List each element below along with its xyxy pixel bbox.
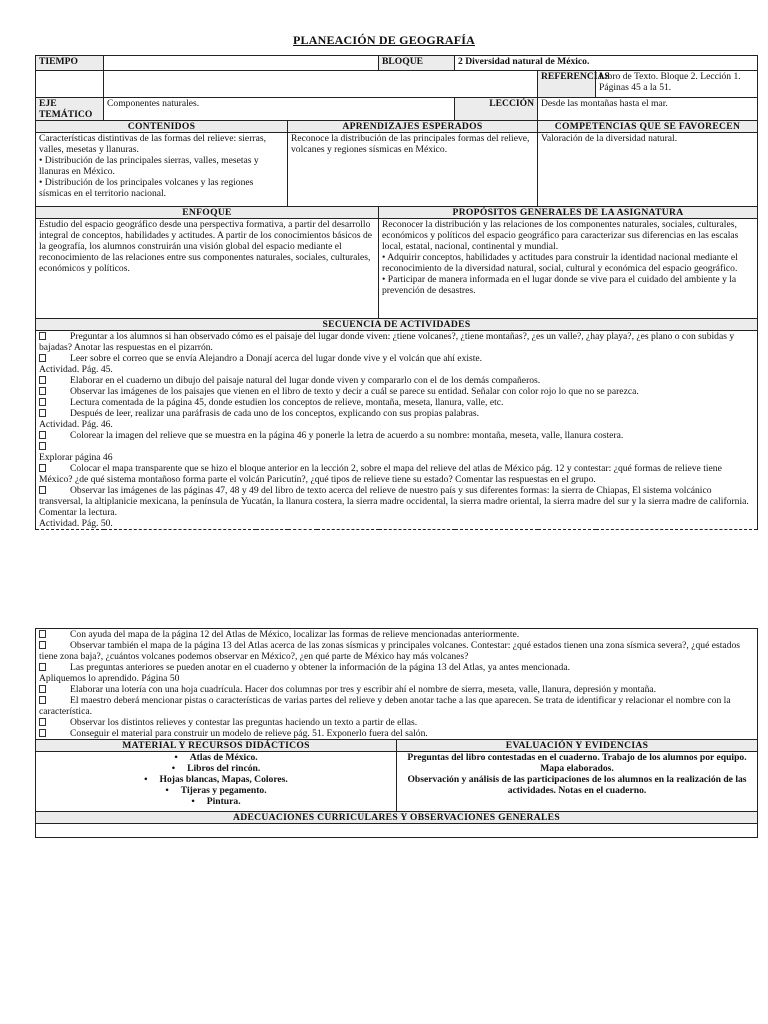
checkbox-icon [39,718,46,726]
activity-item [39,673,754,684]
activity-text: Actividad. Pág. 46. [39,419,113,430]
bullet-icon: • [165,785,181,796]
checkbox-icon [39,630,46,638]
bullet-icon: • [191,796,207,807]
checkbox-icon [39,354,46,362]
checkbox-icon [39,409,46,417]
bloque-value: 2 Diversidad natural de México. [455,56,758,71]
checkbox-icon [39,464,46,472]
blank-cell [36,71,104,98]
blank-cell [104,71,538,98]
activity-text: Las preguntas anteriores se pueden anotar en el cuaderno y obtener la información de la página 13 del Atlas, ya antes mencionada. [70,662,571,673]
activity-item [39,375,754,386]
checkbox-icon [39,663,46,671]
competencias-heading: COMPETENCIAS QUE SE FAVORECEN [538,121,758,133]
leccion-value: Desde las montañas hasta el mar. [538,98,758,121]
checkbox-icon [39,442,46,450]
checkbox-icon [39,398,46,406]
activity-text: Observar los distintos relieves y contestar las preguntas haciendo un texto a partir de ellas. [70,717,418,728]
activity-text: Con ayuda del mapa de la página 12 del Atlas de México, localizar las formas de relieve mencionadas anteriormente. [70,629,520,640]
enfoque-heading: ENFOQUE [36,207,379,219]
activity-item [39,386,754,397]
checkbox-icon [39,387,46,395]
checkbox-icon [39,486,46,494]
activity-text: Actividad. Pág. 50. [39,518,113,529]
adecuaciones-heading: ADECUACIONES CURRICULARES Y OBSERVACIONES GENERALES [36,812,758,824]
activity-item [39,463,754,485]
activity-text: Después de leer, realizar una paráfrasis de cada uno de los conceptos, explicando con sus propias palabras. [70,408,480,419]
checkbox-icon [39,685,46,693]
activity-text: Apliquemos lo aprendido. Página 50 [39,673,180,684]
proposito-line: Reconocer la distribución y las relaciones de los componentes naturales, sociales, culturales, económicos y políticos del espacio geográfico para caracterizar sus diferencias en las escalas local, estatal, nacional, continental y mundial. [382,219,739,252]
evaluacion-cell [397,752,758,812]
bullet-icon: • [144,774,160,785]
enfoque-cell: Estudio del espacio geográfico desde una perspectiva formativa, a partir del desarrollo integral de conceptos, habilidades y actitudes. A partir de los conocimientos básicos de la geografía, los alumnos construirán una visión global del espacio mediante el reconocimiento de las relaciones entre sus componentes naturales, sociales, culturales, económicos y políticos. [36,219,379,319]
activity-text: Elaborar una lotería con una hoja cuadrícula. Hacer dos columnas por tres y escribir ahí el nombre de sierra, meseta, valle, llanura, depresión y montaña. [70,684,657,695]
propositos-cell [379,219,758,319]
activity-item [39,728,754,739]
leccion-label: LECCIÓN [455,98,538,121]
activity-text: Preguntar a los alumnos si han observado cómo es el paisaje del lugar donde viven: ¿tiene volcanes?, ¿tiene montañas?, ¿es un valle?, ¿hay playa?, ¿es plano o con subidas y bajadas? Anotar las respuestas en el pizarrón. [39,331,735,353]
activity-item [39,353,754,364]
material-item: • Libros del rincón. [171,763,261,774]
planning-table-page-1 [35,55,758,530]
activity-item [39,717,754,728]
material-heading: MATERIAL Y RECURSOS DIDÁCTICOS [36,740,397,752]
competencias-cell: Valoración de la diversidad natural. [538,133,758,207]
activity-text: Observar también el mapa de la página 13 del Atlas acerca de las zonas sísmicas y principales volcanes. Contestar: ¿qué estados tienen una zona sísmica severa?, ¿qué estados tiene zona baja?, ¿cuántos volcanes podemos observar en México?, ¿en qué parte de México hay más volcanes? [39,640,740,662]
aprendizajes-heading: APRENDIZAJES ESPERADOS [288,121,538,133]
material-item: • Hojas blancas, Mapas, Colores. [144,774,288,785]
activity-item [39,452,754,463]
material-item: • Tijeras y pegamento. [165,785,267,796]
proposito-line: • Adquirir conceptos, habilidades y actitudes para construir la identidad nacional mediante el reconocimiento de la diversidad natural, social, cultural y económica del espacio geográfico. [382,252,738,274]
evaluacion-line: Preguntas del libro contestadas en el cuaderno. Trabajo de los alumnos por equipo. Mapa elaborados. [407,752,747,774]
activity-text: Observar las imágenes de los paisajes que vienen en el libro de texto y decir a cuál se parece su entidad. Señalar con color rojo lo que no se parezca. [70,386,639,397]
activity-item [39,364,754,375]
secuencia-cell-page-1 [36,331,758,530]
activity-text: Leer sobre el correo que se envía Alejandro a Donají acerca del lugar donde vive y el volcán que ahí existe. [70,353,483,364]
material-cell [36,752,397,812]
activity-text: Actividad. Pág. 45. [39,364,113,375]
tiempo-value [104,56,379,71]
aprendizajes-cell: Reconoce la distribución de las principales formas del relieve, volcanes y regiones sísmicas en México. [288,133,538,207]
activity-item [39,662,754,673]
activity-text: Conseguir el material para construir un modelo de relieve pág. 51. Exponerlo fuera del salón. [70,728,428,739]
evaluacion-heading: EVALUACIÓN Y EVIDENCIAS [397,740,758,752]
referencias-value: Libro de Texto. Bloque 2. Lección 1. Páginas 45 a la 51. [596,71,758,98]
eje-value: Componentes naturales. [104,98,455,121]
eje-label: EJE TEMÁTICO [36,98,104,121]
activity-text: El maestro deberá mencionar pistas o características de varias partes del relieve y deben anotar tache a las que aparecen. Se trata de identificar y relacionar el nombre con la característica. [39,695,731,717]
planning-table-page-2 [35,628,758,838]
activity-text: Elaborar en el cuaderno un dibujo del paisaje natural del lugar donde viven y compararlo con el de los demás compañeros. [70,375,541,386]
tiempo-label: TIEMPO [36,56,104,71]
activity-item [39,430,754,441]
activity-item [39,485,754,518]
propositos-heading: PROPÓSITOS GENERALES DE LA ASIGNATURA [379,207,758,219]
page-title: PLANEACIÓN DE GEOGRAFÍA [293,33,475,47]
activity-item [39,331,754,353]
activity-text: Explorar página 46 [39,452,113,463]
proposito-line: • Participar de manera informada en el lugar donde se vive para el cuidado del ambiente y la prevención de desastres. [382,274,737,296]
checkbox-icon [39,376,46,384]
activity-item [39,397,754,408]
contenidos-heading: CONTENIDOS [36,121,288,133]
activity-text: Lectura comentada de la página 45, donde estudien los conceptos de relieve, montaña, meseta, llanura, valle, etc. [70,397,504,408]
activity-item [39,640,754,662]
material-item: • Atlas de México. [174,752,258,763]
bullet-icon: • [174,752,190,763]
bloque-label: BLOQUE [379,56,455,71]
activity-text: Observar las imágenes de las páginas 47, 48 y 49 del libro de texto acerca del relieve de nuestro país y sus diferentes formas: la sierra de Chiapas, El sistema volcánico transversal, la altiplanicie mexicana, la península de Yucatán, la llanura costera, la sierra madre occidental, la sierra madre oriental, la sierra madre del sur y la sierra madre de california. Comentar la lectura. [39,485,749,518]
checkbox-icon [39,641,46,649]
activity-item [39,629,754,640]
activity-item [39,518,754,529]
checkbox-icon [39,696,46,704]
checkbox-icon [39,431,46,439]
bullet-icon: • [171,763,188,774]
activity-item [39,695,754,717]
activity-item [39,419,754,430]
activity-text: Colocar el mapa transparente que se hizo el bloque anterior en la lección 2, sobre el mapa del relieve del atlas de México pág. 12 y contestar: ¿qué formas de relieve tiene México? ¿de qué sistema montañoso forma parte el volcán Paricutín?, ¿qué tipos de relieve tiene su estado? Comentar las respuestas en el grupo. [39,463,722,485]
activity-item [39,408,754,419]
secuencia-heading: SECUENCIA DE ACTIVIDADES [36,319,758,331]
contenidos-cell [36,133,288,207]
contenidos-line: Características distintivas de las formas del relieve: sierras, valles, mesetas y llanuras. [39,133,266,155]
secuencia-cell-page-2 [36,629,758,740]
checkbox-icon [39,729,46,737]
activity-item [39,684,754,695]
activity-text: Colorear la imagen del relieve que se muestra en la página 46 y ponerle la letra de acuerdo a su nombre: montaña, meseta, valle, llanura costera. [70,430,624,441]
contenidos-line: • Distribución de las principales sierras, valles, mesetas y llanuras en México. [39,155,259,177]
checkbox-icon [39,332,46,340]
evaluacion-line: Observación y análisis de las participaciones de los alumnos en la realización de las actividades. Notas en el cuaderno. [407,774,747,796]
activity-item [39,441,754,452]
referencias-label: REFERENCIAS [538,71,596,98]
adecuaciones-cell [36,824,758,838]
contenidos-line: • Distribución de los principales volcanes y las regiones sísmicas en el territorio nacional. [39,177,254,199]
material-item: • Pintura. [191,796,241,807]
